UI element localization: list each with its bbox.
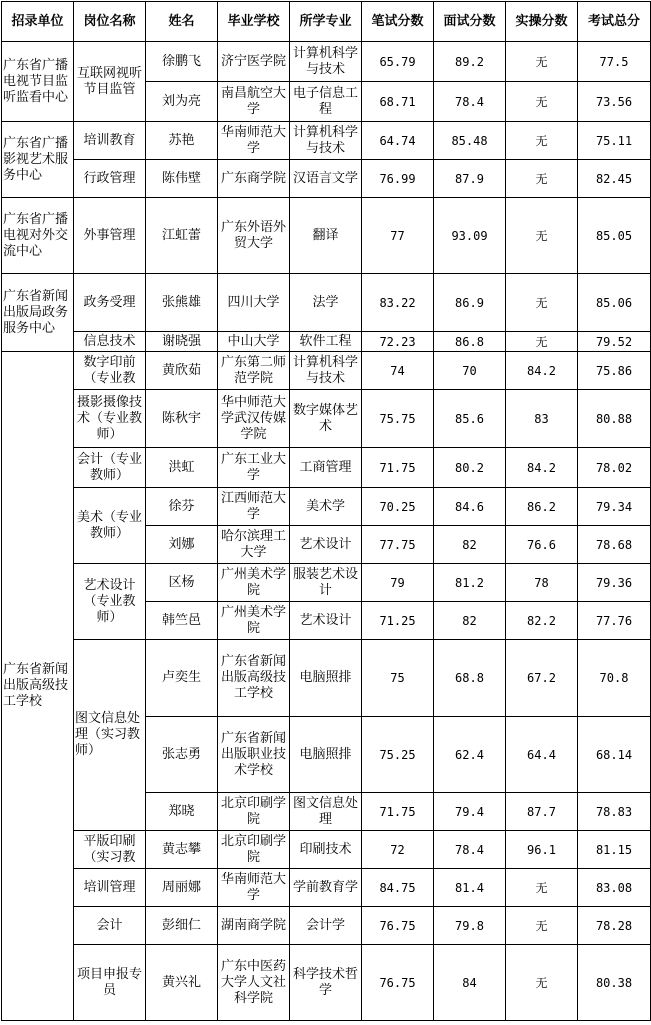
position-cell: 数字印前（专业教 xyxy=(74,352,146,390)
school-cell: 广东省新闻出版职业技术学校 xyxy=(218,717,290,793)
major-cell: 电子信息工程 xyxy=(290,82,362,122)
major-cell: 法学 xyxy=(290,274,362,332)
major-cell: 学前教育学 xyxy=(290,869,362,907)
header-practical-score: 实操分数 xyxy=(506,2,578,42)
table-row xyxy=(2,122,651,160)
name-cell: 刘娜 xyxy=(146,526,218,564)
practical-score-cell: 无 xyxy=(506,869,578,907)
name-cell: 洪虹 xyxy=(146,448,218,488)
school-cell: 广东商学院 xyxy=(218,160,290,198)
school-cell: 华南师范大学 xyxy=(218,869,290,907)
major-cell: 会计学 xyxy=(290,907,362,945)
name-cell: 黄欣茹 xyxy=(146,352,218,390)
interview-score-cell: 78.4 xyxy=(434,82,506,122)
header-row xyxy=(2,2,651,42)
total-score-cell: 77.5 xyxy=(578,42,651,82)
written-score-cell: 76.99 xyxy=(362,160,434,198)
interview-score-cell: 82 xyxy=(434,602,506,640)
school-cell: 南昌航空大学 xyxy=(218,82,290,122)
school-cell: 广州美术学院 xyxy=(218,564,290,602)
written-score-cell: 71.75 xyxy=(362,793,434,831)
practical-score-cell: 78 xyxy=(506,564,578,602)
major-cell: 计算机科学与技术 xyxy=(290,122,362,160)
written-score-cell: 84.75 xyxy=(362,869,434,907)
name-cell: 谢晓强 xyxy=(146,332,218,352)
interview-score-cell: 81.2 xyxy=(434,564,506,602)
position-cell: 培训教育 xyxy=(74,122,146,160)
practical-score-cell: 84.2 xyxy=(506,352,578,390)
school-cell: 湖南商学院 xyxy=(218,907,290,945)
table-row xyxy=(2,160,651,198)
table-row xyxy=(2,831,651,869)
position-cell: 外事管理 xyxy=(74,198,146,274)
position-cell: 信息技术 xyxy=(74,332,146,352)
total-score-cell: 73.56 xyxy=(578,82,651,122)
written-score-cell: 77 xyxy=(362,198,434,274)
table-row xyxy=(2,352,651,390)
position-cell: 摄影摄像技术（专业教师） xyxy=(74,390,146,448)
practical-score-cell: 86.2 xyxy=(506,488,578,526)
total-score-cell: 83.08 xyxy=(578,869,651,907)
written-score-cell: 71.75 xyxy=(362,448,434,488)
major-cell: 科学技术哲学 xyxy=(290,945,362,1021)
name-cell: 徐鹏飞 xyxy=(146,42,218,82)
major-cell: 服装艺术设计 xyxy=(290,564,362,602)
name-cell: 徐芬 xyxy=(146,488,218,526)
school-cell: 华中师范大学武汉传媒学院 xyxy=(218,390,290,448)
major-cell: 软件工程 xyxy=(290,332,362,352)
total-score-cell: 70.8 xyxy=(578,640,651,717)
position-cell: 图文信息处理（实习教师） xyxy=(74,640,146,831)
total-score-cell: 82.45 xyxy=(578,160,651,198)
practical-score-cell: 82.2 xyxy=(506,602,578,640)
total-score-cell: 79.52 xyxy=(578,332,651,352)
practical-score-cell: 87.7 xyxy=(506,793,578,831)
school-cell: 中山大学 xyxy=(218,332,290,352)
table-row xyxy=(2,869,651,907)
position-cell: 互联网视听节目监管 xyxy=(74,42,146,122)
school-cell: 济宁医学院 xyxy=(218,42,290,82)
practical-score-cell: 无 xyxy=(506,160,578,198)
total-score-cell: 79.34 xyxy=(578,488,651,526)
practical-score-cell: 67.2 xyxy=(506,640,578,717)
written-score-cell: 70.25 xyxy=(362,488,434,526)
written-score-cell: 79 xyxy=(362,564,434,602)
interview-score-cell: 86.8 xyxy=(434,332,506,352)
major-cell: 工商管理 xyxy=(290,448,362,488)
total-score-cell: 75.86 xyxy=(578,352,651,390)
major-cell: 翻译 xyxy=(290,198,362,274)
written-score-cell: 65.79 xyxy=(362,42,434,82)
total-score-cell: 85.05 xyxy=(578,198,651,274)
unit-cell: 广东省广播影视艺术服务中心 xyxy=(2,122,74,198)
practical-score-cell: 无 xyxy=(506,274,578,332)
position-cell: 会计（专业教师） xyxy=(74,448,146,488)
unit-cell: 广东省新闻出版局政务服务中心 xyxy=(2,274,74,352)
written-score-cell: 75 xyxy=(362,640,434,717)
practical-score-cell: 96.1 xyxy=(506,831,578,869)
school-cell: 江西师范大学 xyxy=(218,488,290,526)
header-interview-score: 面试分数 xyxy=(434,2,506,42)
total-score-cell: 80.38 xyxy=(578,945,651,1021)
written-score-cell: 74 xyxy=(362,352,434,390)
name-cell: 韩竺邑 xyxy=(146,602,218,640)
header-total-score: 考试总分 xyxy=(578,2,651,42)
table-row xyxy=(2,640,651,717)
major-cell: 艺术设计 xyxy=(290,526,362,564)
name-cell: 张熊雄 xyxy=(146,274,218,332)
major-cell: 图文信息处理 xyxy=(290,793,362,831)
position-cell: 艺术设计（专业教师） xyxy=(74,564,146,640)
major-cell: 电脑照排 xyxy=(290,717,362,793)
interview-score-cell: 84 xyxy=(434,945,506,1021)
practical-score-cell: 84.2 xyxy=(506,448,578,488)
total-score-cell: 79.36 xyxy=(578,564,651,602)
table-row xyxy=(2,907,651,945)
practical-score-cell: 无 xyxy=(506,42,578,82)
major-cell: 计算机科学与技术 xyxy=(290,42,362,82)
interview-score-cell: 87.9 xyxy=(434,160,506,198)
interview-score-cell: 81.4 xyxy=(434,869,506,907)
table-row xyxy=(2,564,651,602)
table-row xyxy=(2,198,651,274)
major-cell: 数字媒体艺术 xyxy=(290,390,362,448)
major-cell: 艺术设计 xyxy=(290,602,362,640)
name-cell: 张志勇 xyxy=(146,717,218,793)
table-row xyxy=(2,488,651,526)
practical-score-cell: 64.4 xyxy=(506,717,578,793)
name-cell: 江虹蕾 xyxy=(146,198,218,274)
interview-score-cell: 80.2 xyxy=(434,448,506,488)
school-cell: 广东第二师范学院 xyxy=(218,352,290,390)
header-position: 岗位名称 xyxy=(74,2,146,42)
school-cell: 北京印刷学院 xyxy=(218,831,290,869)
practical-score-cell: 无 xyxy=(506,945,578,1021)
total-score-cell: 80.88 xyxy=(578,390,651,448)
header-major: 所学专业 xyxy=(290,2,362,42)
header-unit: 招录单位 xyxy=(2,2,74,42)
written-score-cell: 75.75 xyxy=(362,390,434,448)
written-score-cell: 72.23 xyxy=(362,332,434,352)
unit-cell: 广东省广播电视节目监听监看中心 xyxy=(2,42,74,122)
name-cell: 黄兴礼 xyxy=(146,945,218,1021)
unit-cell: 广东省新闻出版高级技工学校 xyxy=(2,352,74,1021)
name-cell: 区杨 xyxy=(146,564,218,602)
table-row xyxy=(2,332,651,352)
header-written-score: 笔试分数 xyxy=(362,2,434,42)
school-cell: 广东省新闻出版高级技工学校 xyxy=(218,640,290,717)
table-row xyxy=(2,945,651,1021)
results-table xyxy=(1,1,651,1021)
written-score-cell: 71.25 xyxy=(362,602,434,640)
name-cell: 苏艳 xyxy=(146,122,218,160)
major-cell: 计算机科学与技术 xyxy=(290,352,362,390)
total-score-cell: 77.76 xyxy=(578,602,651,640)
name-cell: 陈伟壁 xyxy=(146,160,218,198)
written-score-cell: 76.75 xyxy=(362,907,434,945)
interview-score-cell: 84.6 xyxy=(434,488,506,526)
school-cell: 广东外语外贸大学 xyxy=(218,198,290,274)
practical-score-cell: 无 xyxy=(506,122,578,160)
written-score-cell: 83.22 xyxy=(362,274,434,332)
interview-score-cell: 70 xyxy=(434,352,506,390)
table-row xyxy=(2,42,651,82)
practical-score-cell: 76.6 xyxy=(506,526,578,564)
major-cell: 印刷技术 xyxy=(290,831,362,869)
written-score-cell: 77.75 xyxy=(362,526,434,564)
school-cell: 广东中医药大学人文社科学院 xyxy=(218,945,290,1021)
name-cell: 陈秋宇 xyxy=(146,390,218,448)
written-score-cell: 72 xyxy=(362,831,434,869)
written-score-cell: 75.25 xyxy=(362,717,434,793)
total-score-cell: 78.28 xyxy=(578,907,651,945)
position-cell: 平版印刷（实习教 xyxy=(74,831,146,869)
total-score-cell: 68.14 xyxy=(578,717,651,793)
school-cell: 四川大学 xyxy=(218,274,290,332)
interview-score-cell: 62.4 xyxy=(434,717,506,793)
table-row xyxy=(2,390,651,448)
interview-score-cell: 93.09 xyxy=(434,198,506,274)
interview-score-cell: 89.2 xyxy=(434,42,506,82)
total-score-cell: 78.02 xyxy=(578,448,651,488)
interview-score-cell: 86.9 xyxy=(434,274,506,332)
name-cell: 刘为亮 xyxy=(146,82,218,122)
total-score-cell: 78.68 xyxy=(578,526,651,564)
position-cell: 项目申报专员 xyxy=(74,945,146,1021)
major-cell: 电脑照排 xyxy=(290,640,362,717)
practical-score-cell: 无 xyxy=(506,907,578,945)
school-cell: 广东工业大学 xyxy=(218,448,290,488)
header-school: 毕业学校 xyxy=(218,2,290,42)
school-cell: 北京印刷学院 xyxy=(218,793,290,831)
school-cell: 广州美术学院 xyxy=(218,602,290,640)
interview-score-cell: 68.8 xyxy=(434,640,506,717)
total-score-cell: 78.83 xyxy=(578,793,651,831)
position-cell: 培训管理 xyxy=(74,869,146,907)
unit-cell: 广东省广播电视对外交流中心 xyxy=(2,198,74,274)
total-score-cell: 81.15 xyxy=(578,831,651,869)
total-score-cell: 75.11 xyxy=(578,122,651,160)
table-row xyxy=(2,448,651,488)
interview-score-cell: 79.8 xyxy=(434,907,506,945)
name-cell: 彭细仁 xyxy=(146,907,218,945)
practical-score-cell: 无 xyxy=(506,198,578,274)
written-score-cell: 64.74 xyxy=(362,122,434,160)
position-cell: 政务受理 xyxy=(74,274,146,332)
name-cell: 郑晓 xyxy=(146,793,218,831)
table-row xyxy=(2,274,651,332)
position-cell: 会计 xyxy=(74,907,146,945)
major-cell: 汉语言文学 xyxy=(290,160,362,198)
written-score-cell: 76.75 xyxy=(362,945,434,1021)
position-cell: 美术（专业教师） xyxy=(74,488,146,564)
practical-score-cell: 83 xyxy=(506,390,578,448)
interview-score-cell: 85.48 xyxy=(434,122,506,160)
position-cell: 行政管理 xyxy=(74,160,146,198)
major-cell: 美术学 xyxy=(290,488,362,526)
written-score-cell: 68.71 xyxy=(362,82,434,122)
interview-score-cell: 78.4 xyxy=(434,831,506,869)
school-cell: 华南师范大学 xyxy=(218,122,290,160)
interview-score-cell: 82 xyxy=(434,526,506,564)
school-cell: 哈尔滨理工大学 xyxy=(218,526,290,564)
practical-score-cell: 无 xyxy=(506,332,578,352)
interview-score-cell: 79.4 xyxy=(434,793,506,831)
name-cell: 黄志攀 xyxy=(146,831,218,869)
header-name: 姓名 xyxy=(146,2,218,42)
interview-score-cell: 85.6 xyxy=(434,390,506,448)
name-cell: 周丽娜 xyxy=(146,869,218,907)
name-cell: 卢奕生 xyxy=(146,640,218,717)
practical-score-cell: 无 xyxy=(506,82,578,122)
total-score-cell: 85.06 xyxy=(578,274,651,332)
